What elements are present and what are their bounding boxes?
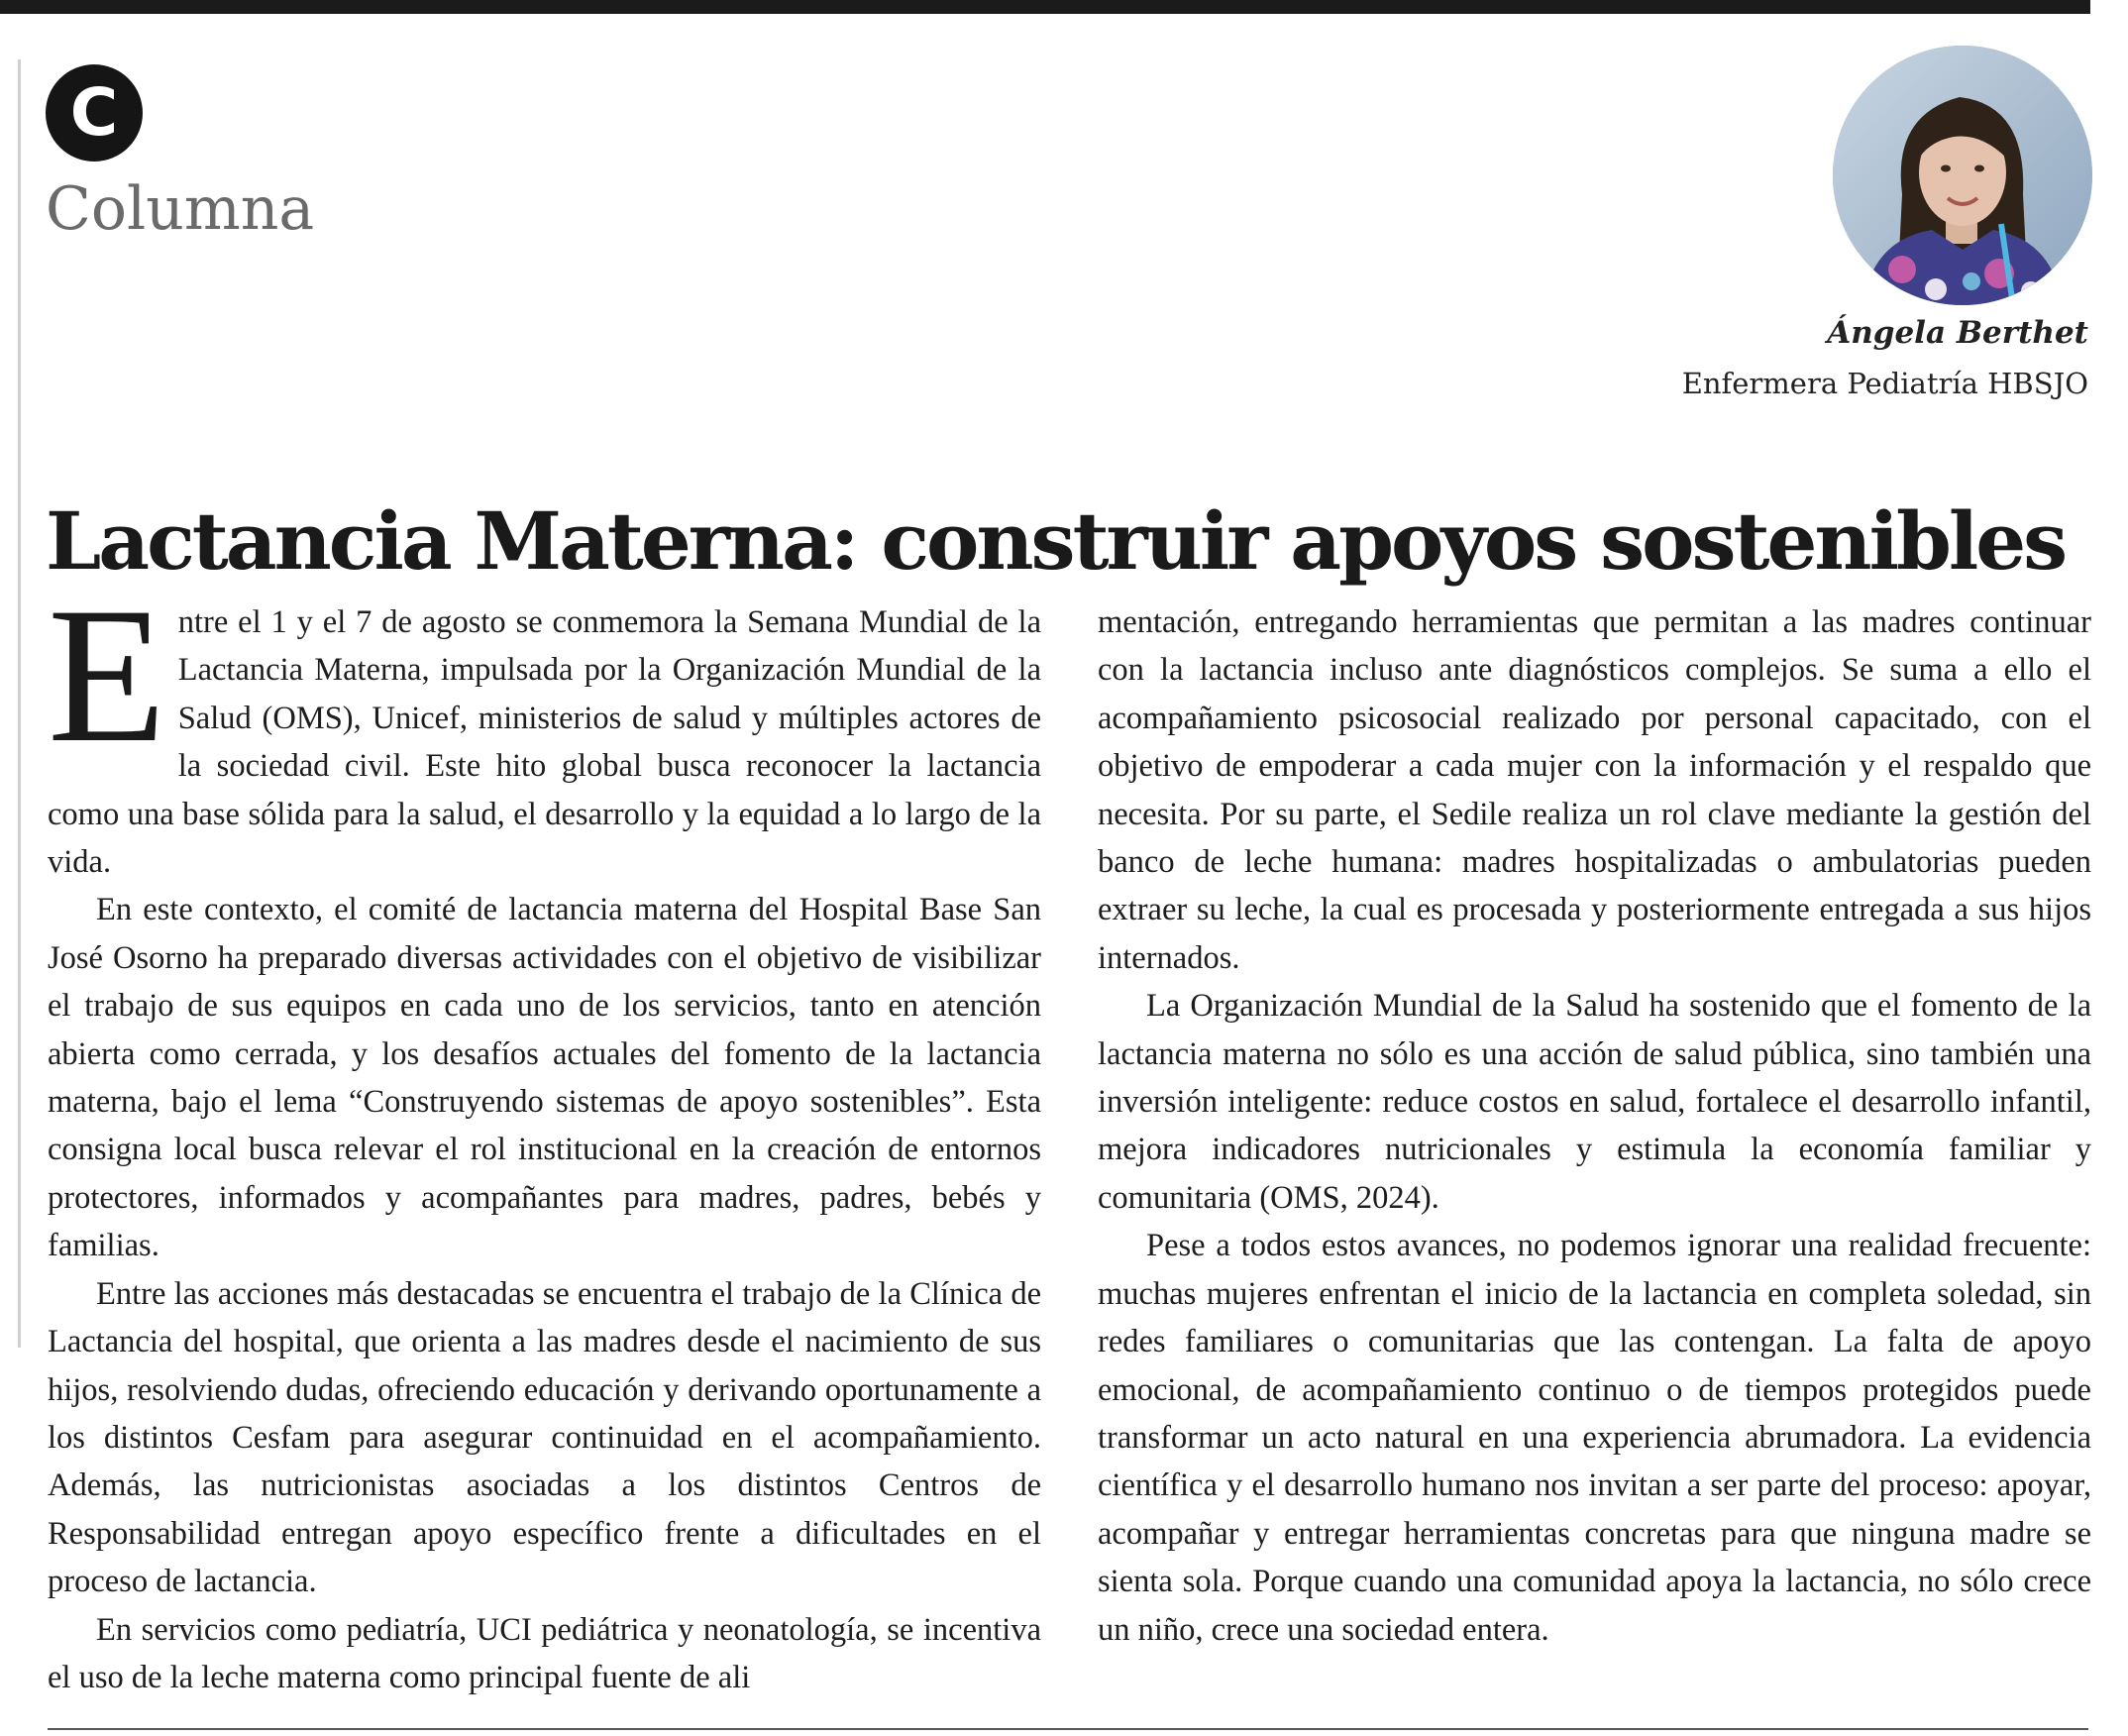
author-role: Enfermera Pediatría HBSJO — [1681, 367, 2088, 400]
article-column-right — [1098, 598, 2091, 1654]
top-rule — [0, 0, 2090, 14]
author-name: Ángela Berthet — [1827, 315, 2088, 351]
bottom-rule — [48, 1728, 2088, 1730]
author-photo — [1833, 46, 2092, 305]
article-column-left — [48, 568, 1041, 1701]
article-paragraph: mentación, entregando herramientas que permitan a las madres continuar con la lactancia incluso ante diagnósticos complejos. Se suma a ello el acompañamiento psicosocial realizado por personal capacitado, con el objetivo de empoderar a cada mujer con la información y el respaldo que necesita. Por su parte, el Sedile realiza un rol clave mediante la gestión del banco de leche humana: madres hospitalizadas o ambulatorias pueden extraer su leche, la cual es procesada y posteriormente entregada a sus hijos internados. — [1098, 604, 2091, 976]
left-margin-rule — [18, 59, 21, 1348]
article-paragraph: La Organización Mundial de la Salud ha sostenido que el fomento de la lactancia materna no sólo es una acción de salud pública, sino también una inversión inteligente: reduce costos en salud, fortalece el desarrollo infantil, mejora indicadores nutricionales y estimula la economía familiar y comunitaria (OMS, 2024). — [1098, 988, 2091, 1216]
author-portrait-icon — [1833, 46, 2092, 305]
article-paragraph: Pese a todos estos avances, no podemos ignorar una realidad frecuente: muchas mujeres enfrentan el inicio de la lactancia en completa soledad, sin redes familiares o comunitarias que las contengan. La falta de apoyo emocional, de acompañamiento continuo o de tiempos protegidos puede transformar un acto natural en una experiencia abrumadora. La evidencia científica y el desarrollo humano nos invitan a ser parte del proceso: apoyar, acompañar y entregar herramientas concretas para que ninguna madre se sienta sola. Porque cuando una comunidad apoya la lactancia, no sólo crece un niño, crece una sociedad entera. — [1098, 1228, 2091, 1648]
article-paragraph: En servicios como pediatría, UCI pediátrica y neonatología, se incentiva el uso de la leche materna como principal fuente de ali — [48, 1611, 1041, 1695]
article-paragraph: En este contexto, el comité de lactancia materna del Hospital Base San José Osorno ha preparado diversas actividades con el objetivo de visibilizar el trabajo de sus equipos en cada uno de los servicios, tanto en atención abierta como cerrada, y los desafíos actuales del fomento de la lactancia materna, bajo el lema “Construyendo sistemas de apoyo sostenibles”. Esta consigna local busca relevar el rol institucional en la creación de entornos protectores, informados y acompañantes para madres, padres, bebés y familias. — [48, 892, 1041, 1264]
article-headline: Lactancia Materna: construir apoyos sostenibles — [46, 493, 2066, 588]
section-badge-icon: C — [46, 64, 143, 162]
article-paragraph: Entre las acciones más destacadas se encuentra el trabajo de la Clínica de Lactancia del hospital, que orienta a las madres desde el nacimiento de sus hijos, resolviendo dudas, ofreciendo educación y derivando oportunamente a los distintos Cesfam para asegurar continuidad en el acompañamiento. Además, las nutricionistas asociadas a los distintos Centros de Responsabilidad entregan apoyo específico frente a dificultades en el proceso de lactancia. — [48, 1275, 1041, 1600]
article-paragraph: Entre el 1 y el 7 de agosto se conmemora la Semana Mundial de la Lactancia Materna, impulsada por la Organización Mundial de la Salud (OMS), Unicef, ministerios de salud y múltiples actores de la sociedad civil. Este hito global busca reconocer la lactancia como una base sólida para la salud, el desarrollo y la equidad a lo largo de la vida. — [48, 568, 1041, 881]
drop-cap: E — [48, 568, 166, 783]
section-label: Columna — [46, 174, 315, 244]
